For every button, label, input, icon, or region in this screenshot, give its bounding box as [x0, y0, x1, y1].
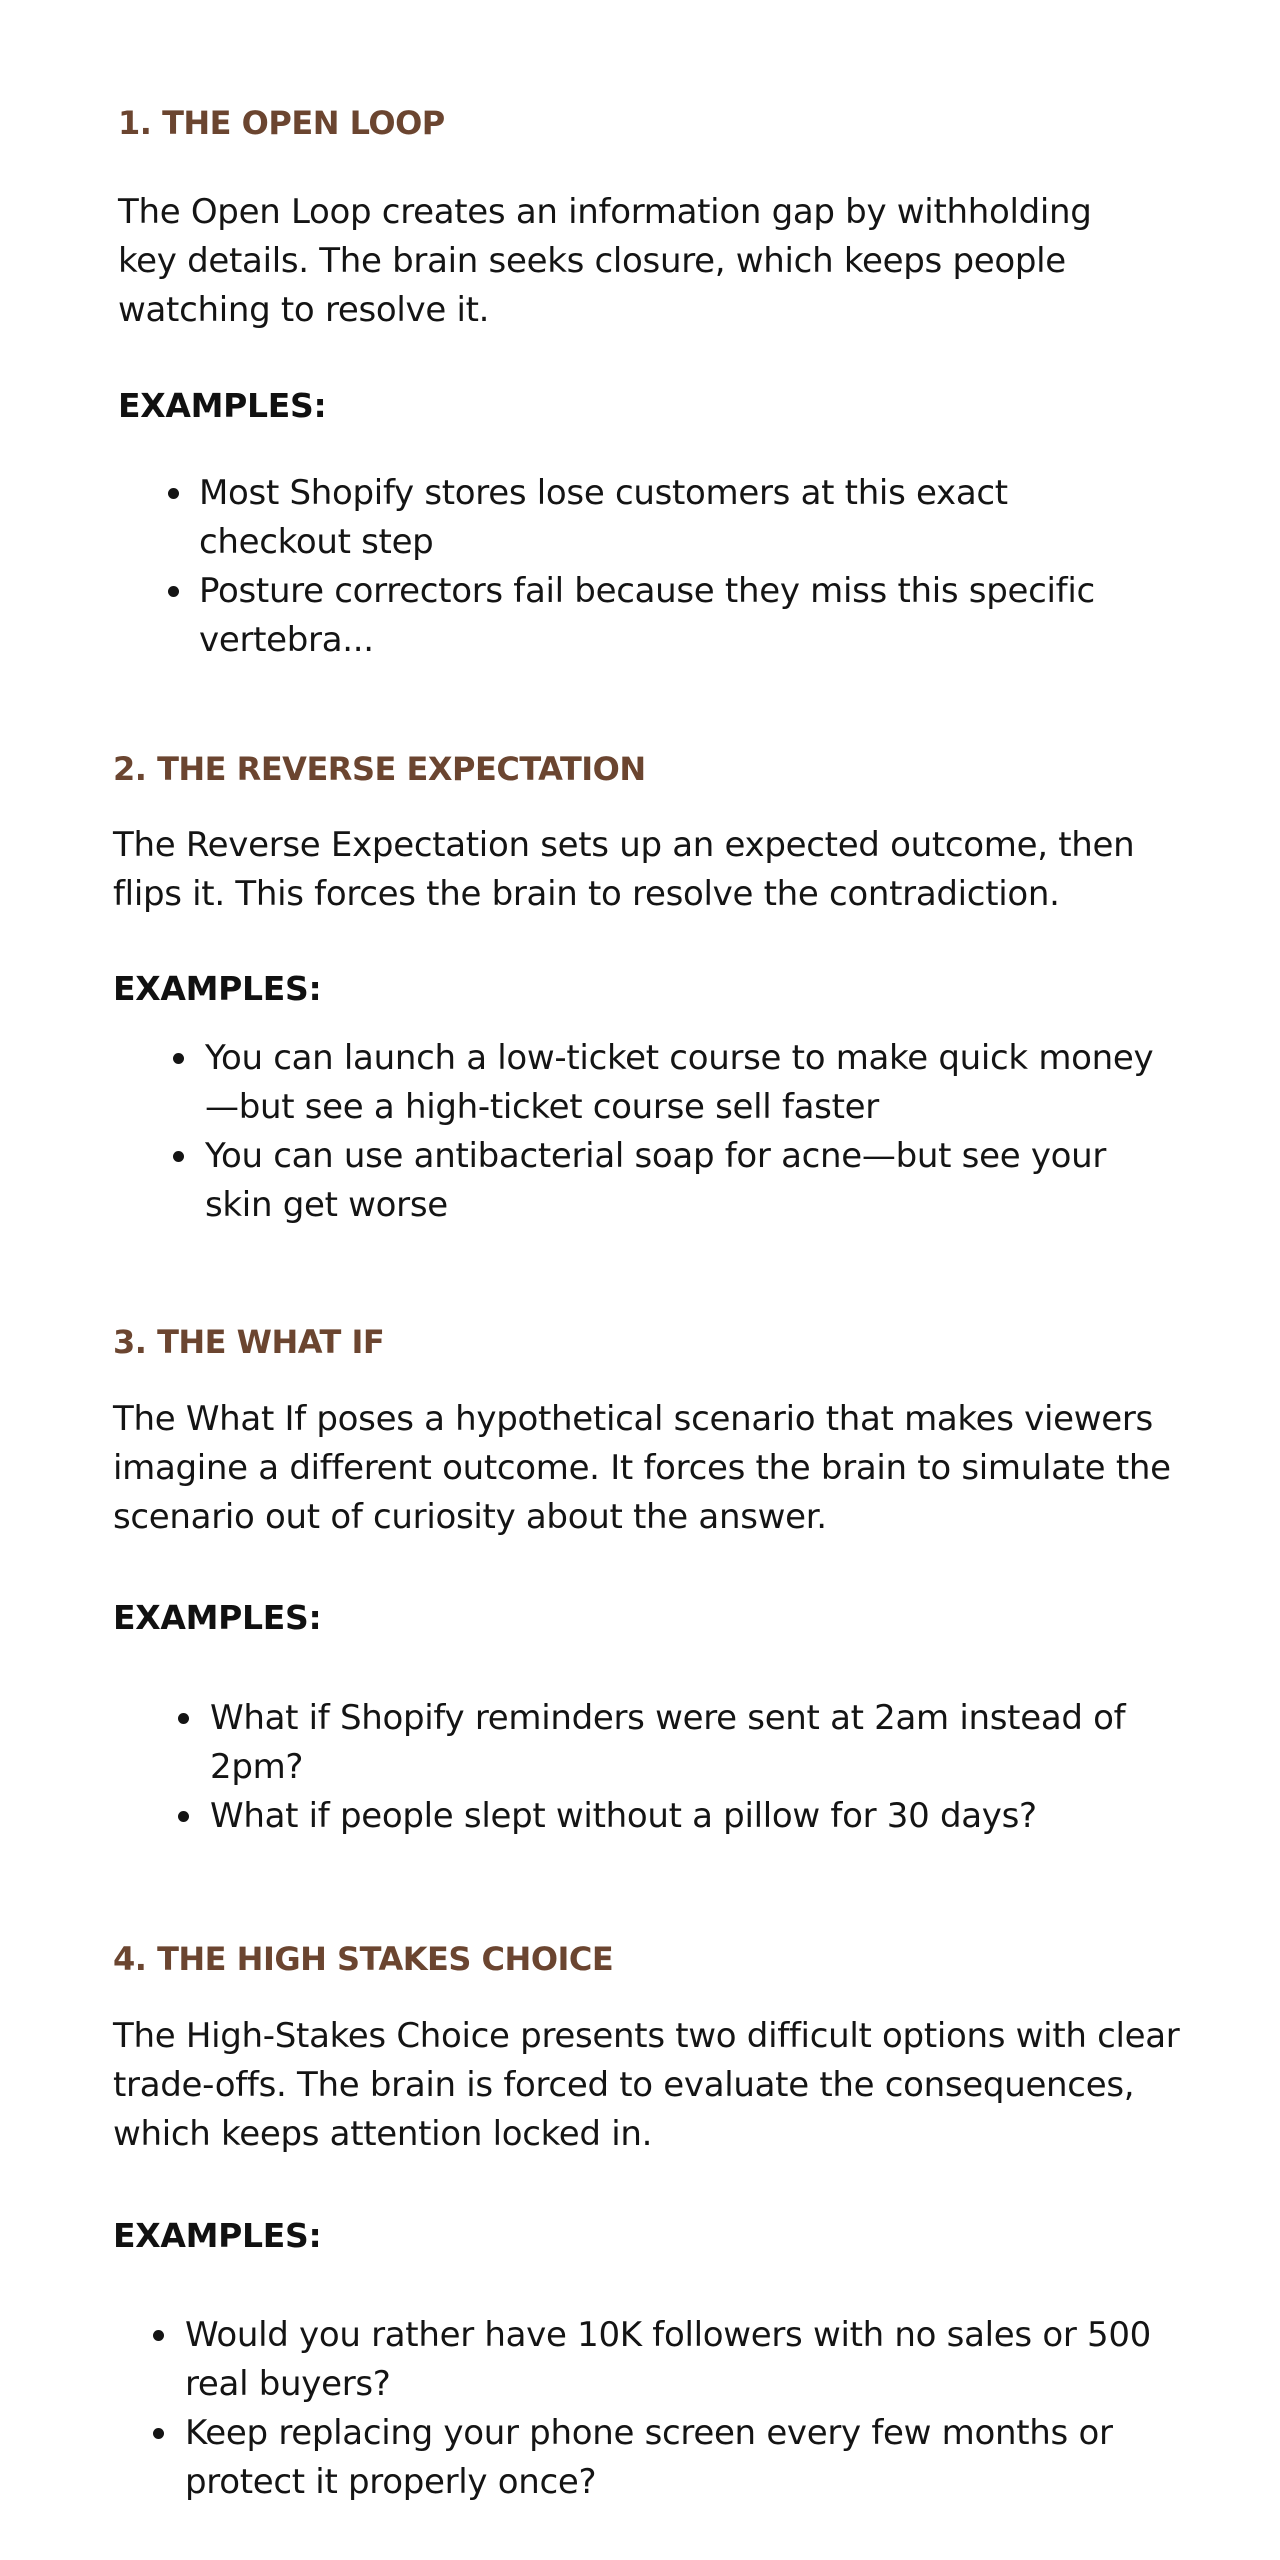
section-heading: 1. THE OPEN LOOP — [118, 104, 445, 142]
section-description: The Reverse Expectation sets up an expected outcome, then flips it. This forces the brain to resolve the contradiction. — [113, 825, 1135, 914]
bullet-icon — [168, 586, 179, 597]
section-heading: 2. THE REVERSE EXPECTATION — [113, 750, 646, 788]
list-item — [185, 2409, 1165, 2507]
examples-list — [199, 469, 1159, 665]
bullet-icon — [153, 2428, 164, 2439]
example-text: Most Shopify stores lose customers at this exact checkout step — [199, 473, 1008, 562]
bullet-icon — [173, 1053, 184, 1064]
example-text: What if people slept without a pillow for 30 days? — [210, 1796, 1037, 1836]
bullet-icon — [178, 1811, 189, 1822]
list-item — [199, 567, 1159, 665]
list-item — [199, 469, 1159, 567]
example-text: Keep replacing your phone screen every few months or protect it properly once? — [185, 2413, 1113, 2502]
list-item — [210, 1792, 1210, 1841]
example-text: Would you rather have 10K followers with no sales or 500 real buyers? — [185, 2315, 1151, 2404]
bullet-icon — [173, 1151, 184, 1162]
section-heading: 3. THE WHAT IF — [113, 1323, 385, 1361]
list-item — [185, 2311, 1165, 2409]
examples-label: EXAMPLES: — [118, 386, 327, 425]
section-description: The Open Loop creates an information gap by withholding key details. The brain seeks closure, which keeps people watching to resolve it. — [118, 192, 1092, 330]
examples-list — [205, 1034, 1165, 1230]
list-item — [205, 1034, 1165, 1132]
examples-list — [210, 1694, 1210, 1841]
list-item — [205, 1132, 1165, 1230]
section-heading: 4. THE HIGH STAKES CHOICE — [113, 1940, 614, 1978]
examples-list — [185, 2311, 1165, 2507]
section-description: The What If poses a hypothetical scenario that makes viewers imagine a different outcome. It forces the brain to simulate the scenario out of curiosity about the answer. — [113, 1399, 1171, 1537]
bullet-icon — [178, 1713, 189, 1724]
example-text: You can launch a low-ticket course to make quick money—but see a high-ticket course sell faster — [205, 1038, 1154, 1127]
section-description: The High-Stakes Choice presents two difficult options with clear trade-offs. The brain is forced to evaluate the consequences, which keeps attention locked in. — [113, 2016, 1180, 2154]
examples-label: EXAMPLES: — [113, 2216, 322, 2255]
examples-label: EXAMPLES: — [113, 969, 322, 1008]
example-text: What if Shopify reminders were sent at 2am instead of 2pm? — [210, 1698, 1126, 1787]
example-text: You can use antibacterial soap for acne—but see your skin get worse — [205, 1136, 1107, 1225]
example-text: Posture correctors fail because they miss this specific vertebra... — [199, 571, 1095, 660]
list-item — [210, 1694, 1210, 1792]
bullet-icon — [153, 2330, 164, 2341]
examples-label: EXAMPLES: — [113, 1598, 322, 1637]
bullet-icon — [168, 488, 179, 499]
